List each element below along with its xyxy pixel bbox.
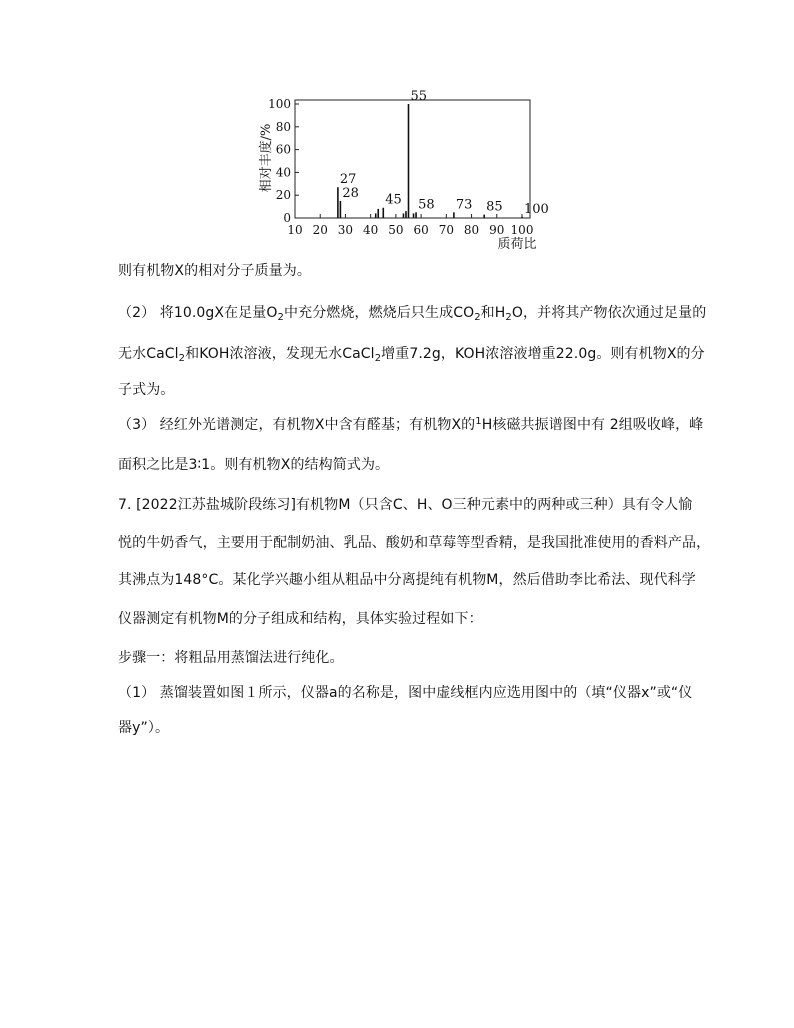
peak-label: 58 (418, 197, 435, 213)
x-ticks (287, 214, 533, 237)
y-tick-label: 40 (275, 165, 291, 180)
text-line-11: 步骤一：将粗品用蒸馏法进行纯化。 (118, 650, 344, 666)
mass-spectrum-chart (250, 88, 549, 258)
text-line-5 (118, 416, 703, 434)
superscript: 1 (475, 416, 482, 427)
y-tick-label: 100 (268, 97, 291, 111)
y-tick-label: 80 (275, 119, 291, 134)
x-tick-label: 10 (287, 223, 303, 237)
y-tick-label: 0 (283, 211, 291, 225)
peak-label: 27 (339, 172, 357, 188)
text-span: （3） 经红外光谱测定，有机物X中含有醛基；有机物X的 (118, 417, 476, 433)
subscript: 2 (474, 312, 481, 323)
text-line-8: 悦的牛奶香气，主要用于配制奶油、乳品、酸奶和草莓等型香精，是我国批准使用的香料产品， (118, 535, 711, 551)
subscript: 2 (505, 312, 512, 323)
text-span: 和KOH浓溶液，发现无水CaCl (185, 346, 375, 362)
text-line-10: 仪器测定有机物M的分子组成和结构，具体实验过程如下： (118, 611, 483, 627)
x-tick-label: 50 (388, 223, 404, 237)
text-line-12: （1） 蒸馏装置如图１所示，仪器a的名称是，图中虚线框内应选用图中的（填“仪器x”或“仪 (118, 685, 693, 701)
text-line-3 (118, 345, 705, 363)
subscript: 2 (277, 312, 284, 323)
subscript: 2 (178, 353, 186, 364)
peak-label: 28 (342, 185, 359, 201)
x-tick-label: 60 (413, 223, 429, 237)
text-line-1: 则有机物X的相对分子质量为。 (118, 263, 311, 279)
text-line-7: 7. [2022江苏盐城阶段练习]有机物M（只含C、H、O三种元素中的两种或三种）具有令人愉 (118, 497, 693, 513)
text-line-6: 面积之比是3∶1。则有机物X的结构简式为。 (118, 457, 390, 473)
x-axis-label: 质荷比 (497, 237, 537, 252)
x-tick-label: 80 (463, 223, 480, 237)
text-span: 和H (480, 305, 506, 321)
x-tick-label: 20 (312, 223, 328, 237)
text-span: H核磁共振谱图中有 2组吸收峰，峰 (481, 417, 704, 433)
peak-label: 100 (524, 201, 549, 217)
text-line-2 (118, 304, 706, 322)
x-tick-label: 30 (337, 223, 354, 237)
x-tick-label: 40 (363, 223, 379, 237)
subscript: 2 (374, 353, 382, 364)
text-span: 中充分燃烧，燃烧后只生成CO (284, 305, 475, 321)
y-axis-label: 相对丰度/% (259, 123, 274, 193)
text-line-4: 子式为。 (118, 382, 175, 398)
text-line-13: 器y”）。 (118, 720, 170, 736)
text-span: 增重7.2g，KOH浓溶液增重22.0g。则有机物X的分 (381, 346, 705, 362)
text-line-9: 其沸点为148°C。某化学兴趣小组从粗品中分离提纯有机物M，然后借助李比希法、现代科学 (118, 572, 696, 588)
x-tick-label: 90 (489, 223, 505, 237)
peak-label: 73 (455, 197, 473, 213)
text-span: （2） 将10.0gX在足量O (118, 305, 278, 321)
text-span: 无水CaCl (118, 346, 179, 362)
x-tick-label: 70 (438, 223, 454, 237)
peak-label: 55 (410, 89, 428, 104)
text-span: O，并将其产物依次通过足量的 (511, 305, 707, 321)
peak-label: 85 (486, 199, 503, 215)
peak-label: 45 (385, 192, 402, 208)
y-tick-label: 20 (275, 188, 291, 203)
x-tick-label: 100 (510, 223, 534, 237)
peaks (338, 89, 549, 218)
y-tick-label: 60 (275, 142, 291, 157)
